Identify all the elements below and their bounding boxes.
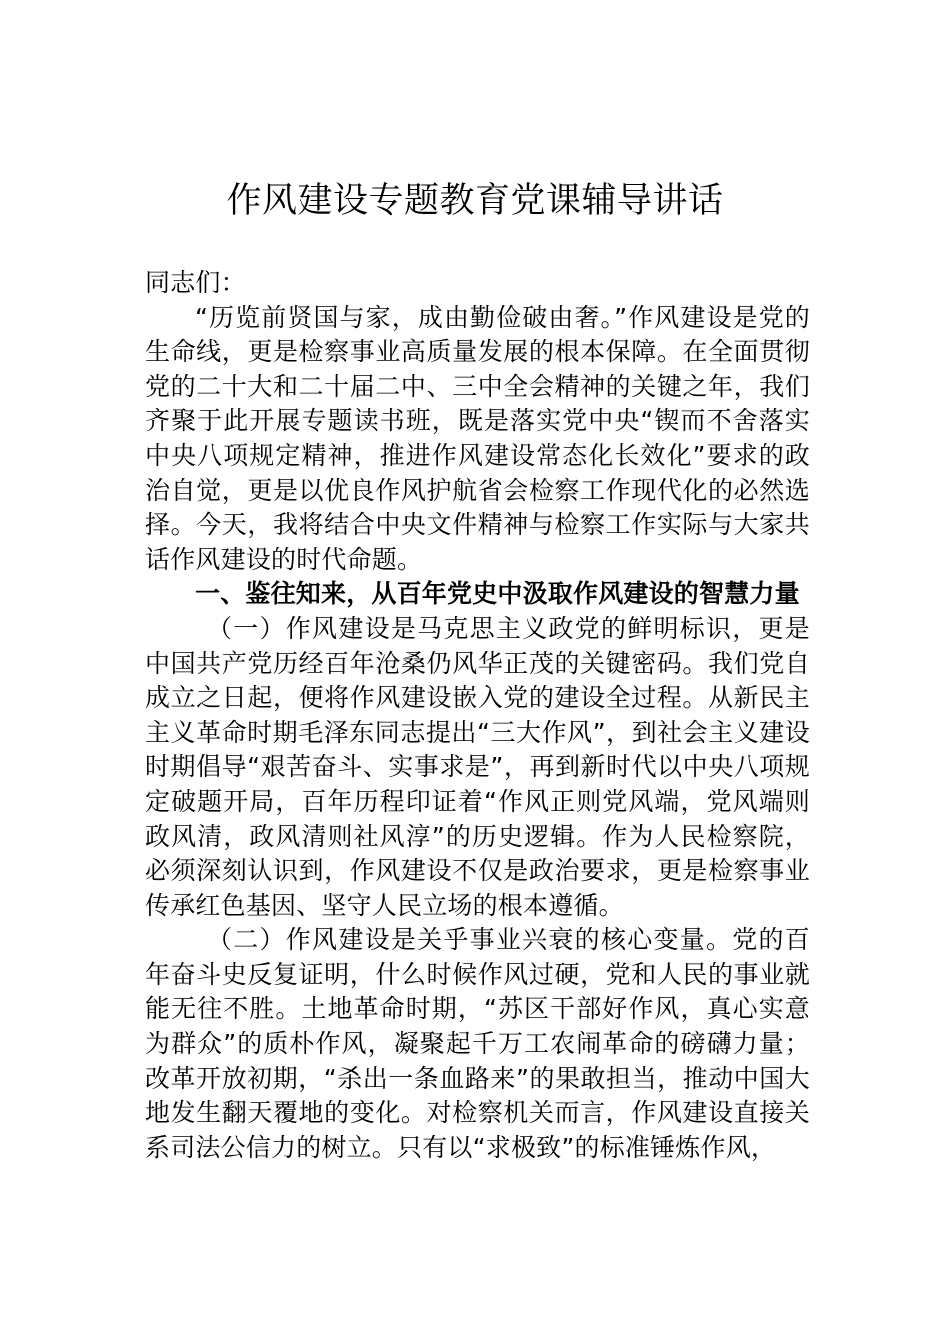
sub-section-1: （一）作风建设是马克思主义政党的鲜明标识，更是中国共产党历经百年沧桑仍风华正茂的关键密码。我们党自成立之日起，便将作风建设嵌入党的建设全过程。从新民主主义革命时期毛泽东同志提出“三大作风”，到社会主义建设时期倡导“艰苦奋斗、实事求是”，再到新时代以中央八项规定破题开局，百年历程印证着“作风正则党风端，党风端则政风清，政风清则社风淳”的历史逻辑。作为人民检察院，必须深刻认识到，作风建设不仅是政治要求，更是检察事业传承红色基因、坚守人民立场的根本遵循。 [145,613,810,920]
section-heading-1: 一、鉴往知来，从百年党史中汲取作风建设的智慧力量 [195,579,800,609]
intro-paragraph: “历览前贤国与家，成由勤俭破由奢。”作风建设是党的生命线，更是检察事业高质量发展的根本保障。在全面贯彻党的二十大和二十届二中、三中全会精神的关键之年，我们齐聚于此开展专题读书班，既是落实党中央“锲而不舍落实中央八项规定精神，推进作风建设常态化长效化”要求的政治自觉，更是以优良作风护航省会检察工作现代化的必然选择。今天，我将结合中央文件精神与检察工作实际与大家共话作风建设的时代命题。 [145,302,810,574]
document-body [145,266,810,1165]
salutation: 同志们： [145,268,246,297]
document-title: 作风建设专题教育党课辅导讲话 [226,181,724,221]
sub-section-2: （二）作风建设是关乎事业兴衰的核心变量。党的百年奋斗史反复证明，什么时候作风过硬，党和人民的事业就能无往不胜。土地革命时期，“苏区干部好作风，真心实意为群众”的质朴作风，凝聚起千万工农闹革命的磅礴力量；改革开放初期，“杀出一条血路来”的果敢担当，推动中国大地发生翻天覆地的变化。对检察机关而言，作风建设直接关系司法公信力的树立。只有以“求极致”的标准锤炼作风， [145,925,810,1162]
